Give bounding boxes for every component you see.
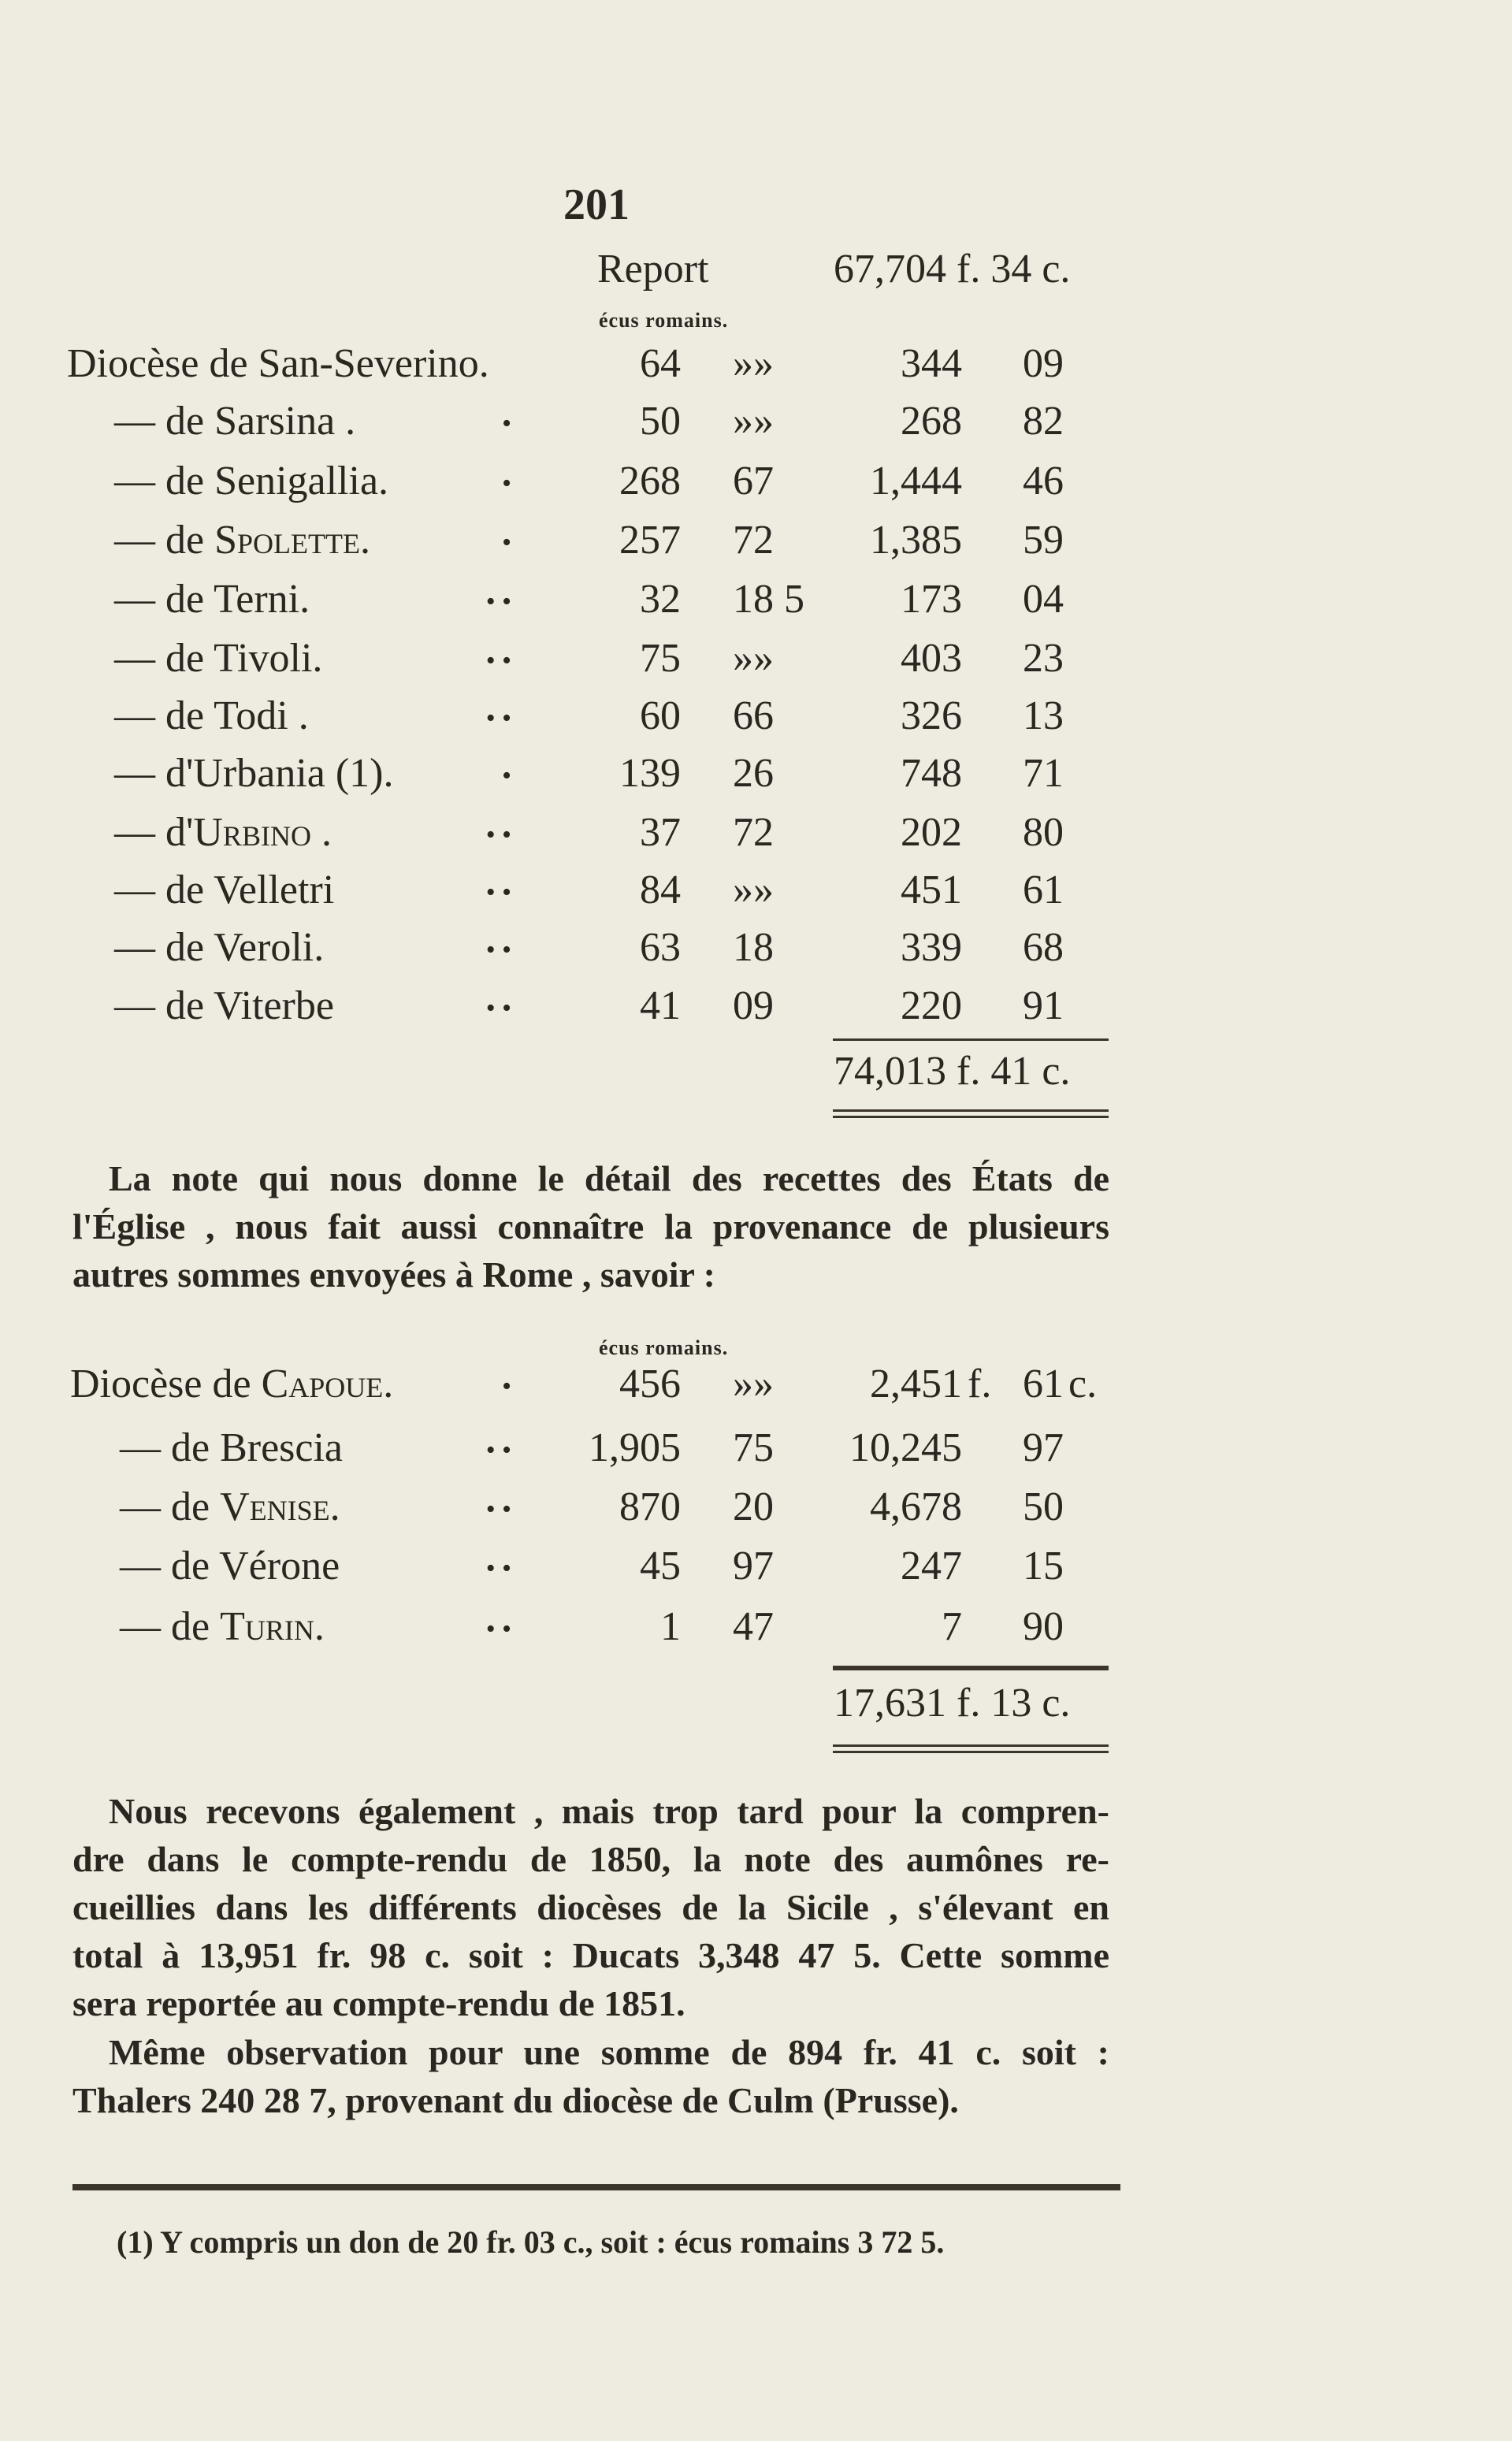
francs-value: 1,385 xyxy=(870,518,962,563)
label-prefix: — de Vérone xyxy=(120,1544,340,1588)
ecus-fraction: 47 xyxy=(733,1604,774,1649)
table-row xyxy=(0,1543,1512,1598)
label-prefix: — de Todi . xyxy=(114,693,309,738)
dot-leader: • • xyxy=(485,587,511,616)
row-label xyxy=(114,517,370,563)
ecus-fraction: 72 xyxy=(733,518,774,563)
label-prefix: Diocèse de San-Severino. xyxy=(67,341,489,386)
row-label xyxy=(120,1543,340,1589)
ecus-fraction: 09 xyxy=(733,983,774,1028)
francs-value: 748 xyxy=(901,751,962,796)
cents-value: 46 xyxy=(1023,459,1064,503)
cents-value: 13 xyxy=(1023,693,1064,738)
label-prefix: — de xyxy=(114,518,215,563)
row-label xyxy=(120,1484,340,1530)
row-label xyxy=(114,635,322,682)
francs-value: 7 xyxy=(942,1604,962,1649)
row-label xyxy=(67,340,489,387)
table1-double-rule-top xyxy=(833,1109,1109,1112)
label-prefix: — de Terni. xyxy=(114,577,310,622)
cents-value: 15 xyxy=(1023,1544,1064,1588)
ecus-fraction: »» xyxy=(733,1362,774,1406)
page-number: 201 xyxy=(563,180,630,229)
ecus-fraction: »» xyxy=(733,399,774,444)
ecus-fraction: 75 xyxy=(733,1425,774,1470)
report-amount: 67,704 f. 34 c. xyxy=(834,247,1071,292)
paragraph-line: total à 13,951 fr. 98 c. soit : Ducats 3,348 47 5. Cette somme xyxy=(72,1935,1109,1975)
paragraph-2 xyxy=(72,1787,1109,2027)
ecus-value: 1,905 xyxy=(589,1425,681,1470)
row-label xyxy=(114,867,334,913)
ecus-fraction: 18 xyxy=(733,925,774,970)
francs-value: 451 xyxy=(901,868,962,912)
table1-double-rule-bottom xyxy=(833,1116,1109,1118)
ecus-value: 268 xyxy=(619,459,681,503)
francs-value: 202 xyxy=(901,810,962,855)
label-suffix: . xyxy=(383,1362,394,1406)
cents-value: 71 xyxy=(1023,751,1064,796)
table-row xyxy=(0,750,1512,805)
table-row xyxy=(0,517,1512,572)
label-prefix: — de Tivoli. xyxy=(114,636,323,681)
label-prefix: — d' xyxy=(114,810,194,855)
cents-value: 04 xyxy=(1023,577,1064,622)
table-row xyxy=(0,1484,1512,1539)
ecus-value: 32 xyxy=(640,577,681,622)
table1-total: 74,013 f. 41 c. xyxy=(834,1049,1071,1094)
ecus-value: 64 xyxy=(640,341,681,386)
ecus-fraction: 18 xyxy=(733,577,774,622)
dot-leader: • • xyxy=(485,820,511,849)
table-row xyxy=(0,576,1512,631)
row-label xyxy=(114,983,334,1029)
label-prefix: — d'Urbania (1). xyxy=(114,751,394,796)
table-row xyxy=(0,1361,1512,1416)
cents-value: 97 xyxy=(1023,1425,1064,1470)
row-label xyxy=(114,458,388,504)
footnote-separator xyxy=(72,2184,1120,2190)
row-label xyxy=(120,1425,343,1471)
ecus-fraction: 66 xyxy=(733,693,774,738)
table-row xyxy=(0,398,1512,453)
francs-unit: f. xyxy=(968,1362,992,1406)
label-name: Urbino xyxy=(193,810,311,855)
table-row xyxy=(0,1603,1512,1659)
label-prefix: — de xyxy=(120,1484,221,1529)
francs-value: 403 xyxy=(901,636,962,681)
table-row xyxy=(0,693,1512,748)
label-prefix: — de xyxy=(120,1604,221,1649)
francs-value: 10,245 xyxy=(849,1425,962,1470)
dot-leader: • • xyxy=(485,1495,511,1524)
cents-value: 59 xyxy=(1023,518,1064,563)
francs-value: 247 xyxy=(901,1544,962,1588)
paragraph-line: Même observation pour une somme de 894 fr. 41 c. soit : xyxy=(109,2032,1109,2072)
ecus-value: 41 xyxy=(640,983,681,1028)
paragraph-line: l'Église , nous fait aussi connaître la provenance de plusieurs xyxy=(72,1206,1109,1247)
table2-total: 17,631 f. 13 c. xyxy=(834,1681,1071,1726)
ecus-value: 84 xyxy=(640,868,681,912)
cents-value: 09 xyxy=(1023,341,1064,386)
paragraph-line: Nous recevons également , mais trop tard pour la compren- xyxy=(109,1791,1109,1831)
dot-leader: • • xyxy=(485,935,511,964)
table-row xyxy=(0,924,1512,979)
francs-value: 326 xyxy=(901,693,962,738)
ecus-value: 456 xyxy=(619,1362,681,1406)
ecus-value: 139 xyxy=(619,751,681,796)
paragraph-3 xyxy=(72,2028,1109,2124)
row-label xyxy=(114,809,332,856)
table-row xyxy=(0,635,1512,690)
dot-leader: • • xyxy=(485,704,511,733)
ecus-fraction: »» xyxy=(733,341,774,386)
ecus-fraction: 67 xyxy=(733,459,774,503)
ecus-fraction: »» xyxy=(733,868,774,912)
dot-leader: • xyxy=(502,1372,511,1401)
paragraph-line: sera reportée au compte-rendu de 1851. xyxy=(72,1983,685,2023)
label-prefix: — de Viterbe xyxy=(114,983,334,1028)
row-label xyxy=(114,750,393,797)
cents-value: 61 xyxy=(1023,868,1064,912)
ecus-value: 63 xyxy=(640,925,681,970)
ecus-fraction: 26 xyxy=(733,751,774,796)
ecus-fraction: »» xyxy=(733,636,774,681)
ecus-value: 870 xyxy=(619,1484,681,1529)
label-prefix: — de Senigallia. xyxy=(114,459,389,503)
row-label xyxy=(114,576,310,622)
dot-leader: • xyxy=(502,469,511,498)
paragraph-line: dre dans le compte-rendu de 1850, la note des aumônes re- xyxy=(72,1839,1109,1879)
dot-leader: • • xyxy=(485,994,511,1023)
cents-value: 90 xyxy=(1023,1604,1064,1649)
table-row xyxy=(0,340,1512,396)
ecus-fraction: 20 xyxy=(733,1484,774,1529)
dot-leader: • • xyxy=(485,878,511,907)
label-suffix: . xyxy=(359,518,370,563)
footnote: (1) Y compris un don de 20 fr. 03 c., soit : écus romains 3 72 5. xyxy=(117,2224,945,2260)
label-name: Turin xyxy=(220,1604,314,1649)
francs-value: 268 xyxy=(901,399,962,444)
label-name: Spolette xyxy=(214,518,360,563)
label-suffix: . xyxy=(310,810,332,855)
paragraph-1 xyxy=(72,1154,1109,1299)
row-label xyxy=(114,398,355,444)
francs-value: 173 xyxy=(901,577,962,622)
ecus-value: 45 xyxy=(640,1544,681,1588)
cents-value: 61 xyxy=(1023,1362,1064,1406)
table-row xyxy=(0,458,1512,513)
francs-value: 1,444 xyxy=(870,459,962,503)
table2-double-rule-top xyxy=(833,1744,1109,1747)
cents-value: 82 xyxy=(1023,399,1064,444)
label-prefix: — de Sarsina . xyxy=(114,399,356,444)
ecus-value: 257 xyxy=(619,518,681,563)
dot-leader: • • xyxy=(485,1554,511,1583)
ecus-fraction: 97 xyxy=(733,1544,774,1588)
row-label xyxy=(120,1603,325,1650)
table1-sum-rule xyxy=(833,1038,1109,1041)
dot-leader: • • xyxy=(485,1614,511,1644)
paragraph-line: autres sommes envoyées à Rome , savoir : xyxy=(72,1254,715,1295)
table2-sum-rule xyxy=(833,1666,1109,1670)
label-suffix: . xyxy=(314,1604,325,1649)
ecus-extra: 5 xyxy=(784,577,804,622)
label-name: Capoue xyxy=(261,1362,384,1406)
cents-value: 91 xyxy=(1023,983,1064,1028)
paragraph-line: cueillies dans les différents diocèses de la Sicile , s'élevant en xyxy=(72,1887,1109,1927)
cents-unit: c. xyxy=(1068,1362,1098,1406)
paragraph-line: Thalers 240 28 7, provenant du diocèse de Culm (Prusse). xyxy=(72,2080,959,2120)
cents-value: 80 xyxy=(1023,810,1064,855)
table2-unit-header: écus romains. xyxy=(599,1336,729,1359)
table-row xyxy=(0,983,1512,1038)
table-row xyxy=(0,1425,1512,1480)
row-label xyxy=(70,1361,393,1407)
cents-value: 23 xyxy=(1023,636,1064,681)
dot-leader: • xyxy=(502,409,511,438)
ecus-fraction: 72 xyxy=(733,810,774,855)
label-prefix: — de Veroli. xyxy=(114,925,325,970)
label-prefix: Diocèse de xyxy=(70,1362,262,1406)
cents-value: 68 xyxy=(1023,925,1064,970)
francs-value: 220 xyxy=(901,983,962,1028)
row-label xyxy=(114,924,324,971)
label-prefix: — de Brescia xyxy=(120,1425,344,1470)
ecus-value: 1 xyxy=(660,1604,681,1649)
label-suffix: . xyxy=(329,1484,340,1529)
dot-leader: • • xyxy=(485,646,511,675)
table-row xyxy=(0,809,1512,864)
table1-unit-header: écus romains. xyxy=(599,309,729,332)
row-label xyxy=(114,693,309,739)
label-name: Venise xyxy=(220,1484,330,1529)
francs-value: 2,451 xyxy=(870,1362,962,1406)
francs-value: 4,678 xyxy=(870,1484,962,1529)
dot-leader: • xyxy=(502,528,511,557)
ecus-value: 75 xyxy=(640,636,681,681)
report-label: Report xyxy=(597,247,709,292)
dot-leader: • • xyxy=(485,1436,511,1465)
ecus-value: 50 xyxy=(640,399,681,444)
table2-double-rule-bottom xyxy=(833,1751,1109,1753)
ecus-value: 60 xyxy=(640,693,681,738)
paragraph-line: La note qui nous donne le détail des recettes des États de xyxy=(109,1158,1109,1198)
dot-leader: • xyxy=(502,761,511,790)
francs-value: 339 xyxy=(901,925,962,970)
label-prefix: — de Velletri xyxy=(114,868,335,912)
table-row xyxy=(0,867,1512,922)
francs-value: 344 xyxy=(901,341,962,386)
cents-value: 50 xyxy=(1023,1484,1064,1529)
ecus-value: 37 xyxy=(640,810,681,855)
